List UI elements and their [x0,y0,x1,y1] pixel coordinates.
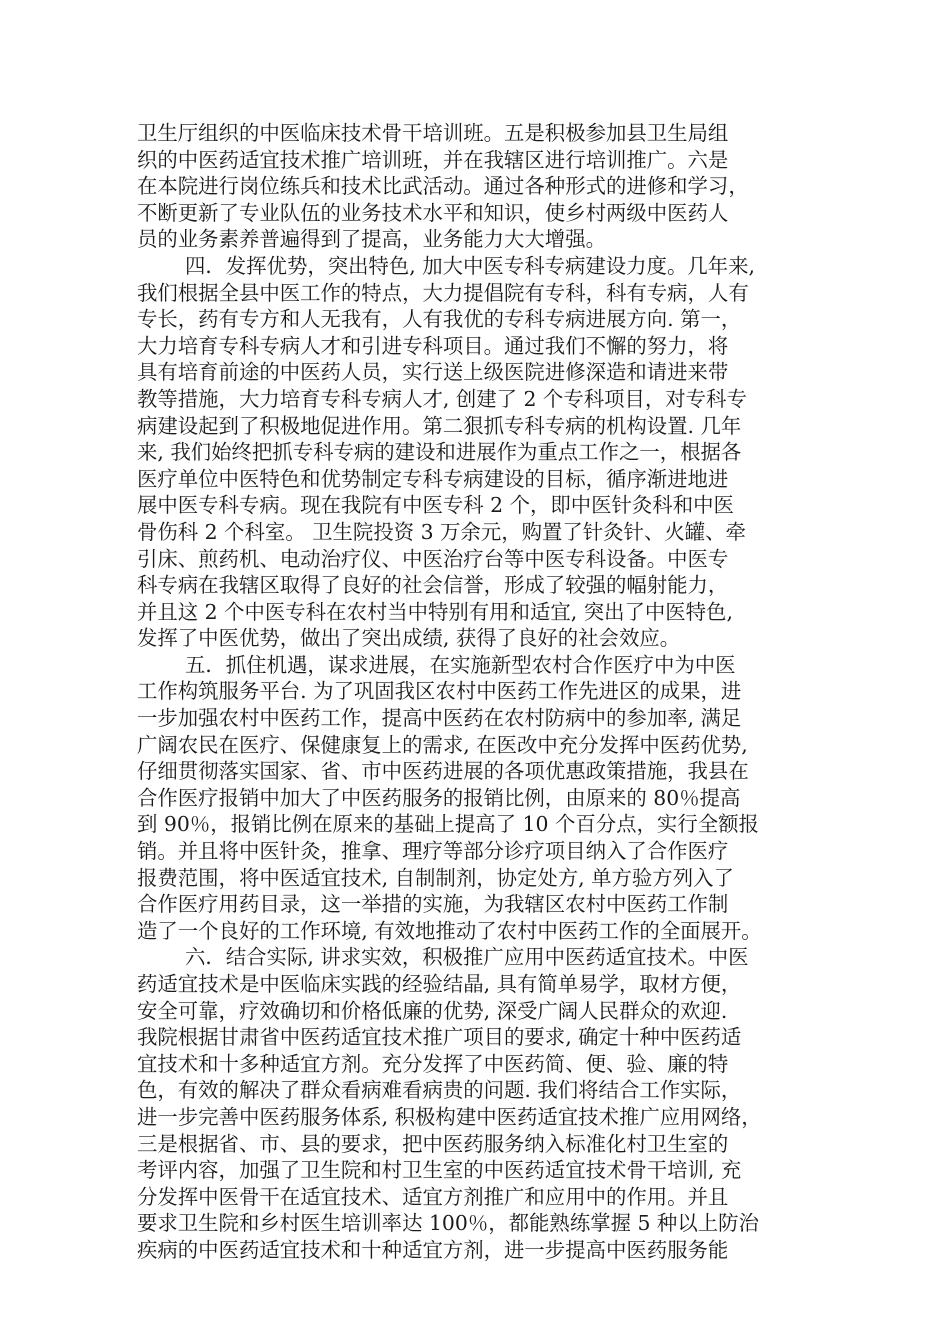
text-line: 在本院进行岗位练兵和技术比武活动。通过各种形式的进修和学习， [137,174,749,199]
text-line: 骨伤科 2 个科室。 卫生院投资 3 万余元，购置了针灸针、火罐、牵 [137,519,746,544]
text-line: 一步加强农村中医药工作，提高中医药在农村防病中的参加率, 满足 [137,706,742,731]
text-line: 药适宜技术是中医临床实践的经验结晶, 具有简单易学，取材方便， [137,972,742,996]
text-line: 到 90％，报销比例在原来的基础上提高了 10 个百分点，实行全额报 [137,812,759,837]
text-line: 来, 我们始终把抓专科专病的建设和进展作为重点工作之一，根据各 [137,440,742,465]
text-line: 要求卫生院和乡村医生培训率达 100％，都能熟练掌握 5 种以上防治 [137,1211,759,1236]
text-line: 合作医疗用药目录，这一举措的实施，为我辖区农村中医药工作制 [137,892,729,917]
text-line: 大力培育专科专病人才和引进专科项目。通过我们不懈的努力，将 [137,333,729,358]
paragraph-first-line: 六．结合实际, 讲求实效，积极推广应用中医药适宜技术。中医 [185,945,749,970]
text-line: 织的中医药适宜技术推广培训班，并在我辖区进行培训推广。六是 [137,147,729,172]
text-line: 发挥了中医优势，做出了突出成绩, 获得了良好的社会效应。 [137,626,681,651]
text-line: 展中医专科专病。现在我院有中医专科 2 个，即中医针灸科和中医 [137,493,734,518]
text-line: 工作构筑服务平台. 为了巩固我区农村中医药工作先进区的成果，进 [137,679,742,704]
text-line: 员的业务素养普遍得到了提高，业务能力大大增强。 [137,227,606,252]
text-line: 专长，药有专方和人无我有，人有我优的专科专病进展方向. 第一， [137,307,742,332]
text-line: 色，有效的解决了群众看病难看病贵的问题. 我们将结合工作实际， [137,1078,742,1103]
text-line: 进一步完善中医药服务体系, 积极构建中医药适宜技术推广应用网络， [137,1104,762,1129]
text-line: 三是根据省、市、县的要求，把中医药服务纳入标准化村卫生室的 [137,1131,729,1156]
text-line: 造了一个良好的工作环境, 有效地推动了农村中医药工作的全面展开。 [137,918,762,943]
text-line: 病建设起到了积极地促进作用。第二狠抓专科专病的机构设置. 几年 [137,413,742,438]
paragraph-first-line: 五．抓住机遇，谋求进展，在实施新型农村合作医疗中为中医 [185,652,736,677]
text-line: 广阔农民在医疗、保健康复上的需求, 在医改中充分发挥中医药优势, [137,732,748,757]
text-line: 合作医疗报销中加大了中医药服务的报销比例，由原来的 80％提高 [137,785,741,810]
text-line: 报费范围，将中医适宜技术, 自制制剂，协定处方, 单方验方列入了 [137,865,734,890]
text-line: 销。并且将中医针灸，推拿、理疗等部分诊疗项目纳入了合作医疗 [137,839,729,864]
text-line: 我们根据全县中医工作的特点，大力提倡院有专科，科有专病，人有 [137,280,749,305]
text-line: 科专病在我辖区取得了良好的社会信誉，形成了较强的幅射能力， [137,573,729,598]
text-line: 分发挥中医骨干在适宜技术、适宜方剂推广和应用中的作用。并且 [137,1184,729,1209]
text-line: 并且这 2 个中医专科在农村当中特别有用和适宜, 突出了中医特色, [137,599,733,624]
text-line: 仔细贯彻落实国家、省、市中医药进展的各项优惠政策措施，我县在 [137,759,749,784]
text-line: 安全可靠，疗效确切和价格低廉的优势, 深受广阔人民群众的欢迎. [137,998,728,1023]
text-line: 疾病的中医药适宜技术和十种适宜方剂，进一步提高中医药服务能 [137,1237,729,1262]
text-line: 我院根据甘肃省中医药适宜技术推广项目的要求, 确定十种中医药适 [137,1025,742,1050]
text-line: 卫生厅组织的中医临床技术骨干培训班。五是积极参加县卫生局组 [137,121,729,145]
text-line: 具有培育前途的中医药人员，实行送上级医院进修深造和请进来带 [137,360,729,385]
text-line: 不断更新了专业队伍的业务技术水平和知识，使乡村两级中医药人 [137,200,729,225]
text-line: 宜技术和十多种适宜方剂。充分发挥了中医药简、便、验、廉的特 [137,1051,729,1076]
paragraph-first-line: 四．发挥优势，突出特色, 加大中医专科专病建设力度。几年来, [185,253,755,278]
text-line: 考评内容，加强了卫生院和村卫生室的中医药适宜技术骨干培训, 充 [137,1158,742,1183]
text-line: 医疗单位中医特色和优势制定专科专病建设的目标，循序渐进地进 [137,466,729,491]
body-text [137,120,827,1264]
text-line: 教等措施，大力培育专科专病人才, 创建了 2 个专科项目，对专科专 [137,386,747,411]
text-line: 引床、煎药机、电动治疗仪、中医治疗台等中医专科设备。中医专 [137,546,729,571]
